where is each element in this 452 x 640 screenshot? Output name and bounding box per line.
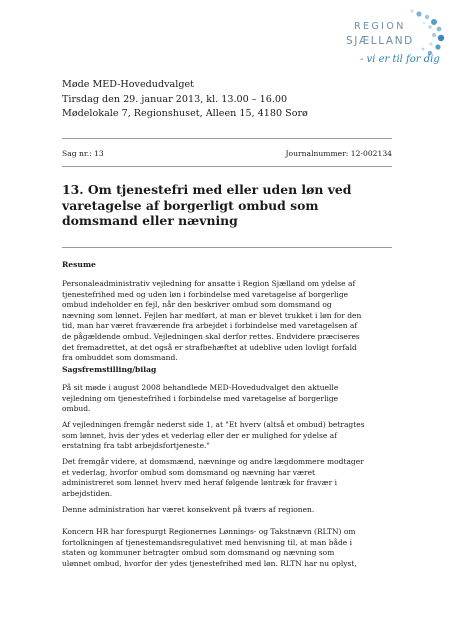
text-line: tjenestefrihed med og uden løn i forbindelse med varetagelse af borgerlige [62, 289, 349, 299]
text-line: På sit møde i august 2008 behandlede MED-Hovedudvalget den aktuelle [62, 383, 339, 392]
logo-text-sjaelland: SJÆLLAND [346, 35, 414, 47]
text-line: Denne administration har været konsekvent på tværs af regionen. [62, 505, 315, 514]
logo-text-region: REGION [354, 21, 406, 32]
text-line: ulønnet ombud, hvorfor der ydes tjenestefrihed med løn. RLTN har nu oplyst, [62, 558, 357, 568]
text-line: fortolkningen af tjenestemandsregulativet med henvisning til, at man både i [62, 537, 353, 547]
paragraph-5 [62, 527, 392, 569]
meeting-name: Møde MED-Hovedudvalget [62, 79, 194, 90]
meeting-info [62, 78, 392, 122]
meeting-location: Mødelokale 7, Regionshuset, Alleen 15, 4180 Sorø [62, 108, 308, 119]
divider-bottom [62, 166, 392, 167]
logo-tagline: - vi er til for dig [360, 54, 440, 65]
case-number: Sag nr.: 13 [62, 149, 104, 158]
text-line: vejledning om tjenestefrihed i forbindelse med varetagelse af borgerlige [62, 393, 339, 403]
text-line: Personaleadministrativ vejledning for ansatte i Region Sjælland om ydelse af [62, 279, 356, 288]
case-info-row [62, 149, 392, 158]
text-line: som lønnet, hvis der ydes et vederlag eller der er mulighed for ydelse af [62, 430, 337, 440]
text-line: det fremadrettet, at det også er strafbehæftet at udeblive uden lovligt forfald [62, 342, 357, 352]
title-line: domsmand eller nævning [62, 213, 238, 229]
text-line: administreret som lønnet hverv med heraf følgende løntræk for fravær i [62, 478, 337, 488]
region-sjaelland-logo [326, 8, 446, 70]
paragraph-3 [62, 457, 392, 499]
text-line: fra ombuddet som domsmand. [62, 353, 178, 363]
text-line: nævning som lønnet. Fejlen har medført, at man er blevet trukket i løn for den [62, 310, 362, 320]
divider-top [62, 138, 392, 139]
section-divider [62, 247, 392, 248]
text-line: staten og kommuner betragter ombud som domsmand og nævning som [62, 548, 335, 558]
title-line: 13. Om tjenestefri med eller uden løn ved [62, 182, 352, 197]
text-line: Af vejledningen fremgår nederst side 1, at "Et hverv (altså et ombud) betragtes [62, 420, 365, 429]
text-line: ombud. [62, 404, 91, 414]
resume-paragraph [62, 279, 392, 364]
sagsfremstilling-heading: Sagsfremstilling/bilag [62, 365, 157, 374]
paragraph-1 [62, 383, 392, 415]
text-line: de pågældende ombud. Vejledningen skal derfor rettes. Endvidere præciseres [62, 331, 360, 341]
text-line: Koncern HR har forespurgt Regionernes Lønnings- og Takstnævn (RLTN) om [62, 527, 356, 536]
meeting-date: Tirsdag den 29. januar 2013, kl. 13.00 – 16.00 [62, 93, 288, 105]
text-line: erstatning fra tabt arbejdsfortjeneste." [62, 441, 210, 451]
title-line: varetagelse af borgerligt ombud som [62, 197, 319, 213]
agenda-item-title [62, 182, 402, 229]
text-line: et vederlag, hvorfor ombud som domsmand og nævning har været [62, 467, 316, 477]
text-line: Det fremgår videre, at domsmænd, nævninge og andre lægdommere modtager [62, 457, 364, 466]
journal-number: Journalnummer: 12-002134 [285, 149, 392, 158]
resume-heading: Resume [62, 260, 96, 269]
paragraph-4 [62, 505, 392, 516]
paragraph-2 [62, 420, 392, 452]
text-line: tid, man har været fraværende fra arbejdet i forbindelse med varetagelsen af [62, 321, 358, 331]
text-line: ombud indeholder en fejl, når den beskriver ombud som domsmand og [62, 300, 332, 310]
text-line: arbejdstiden. [62, 488, 113, 498]
